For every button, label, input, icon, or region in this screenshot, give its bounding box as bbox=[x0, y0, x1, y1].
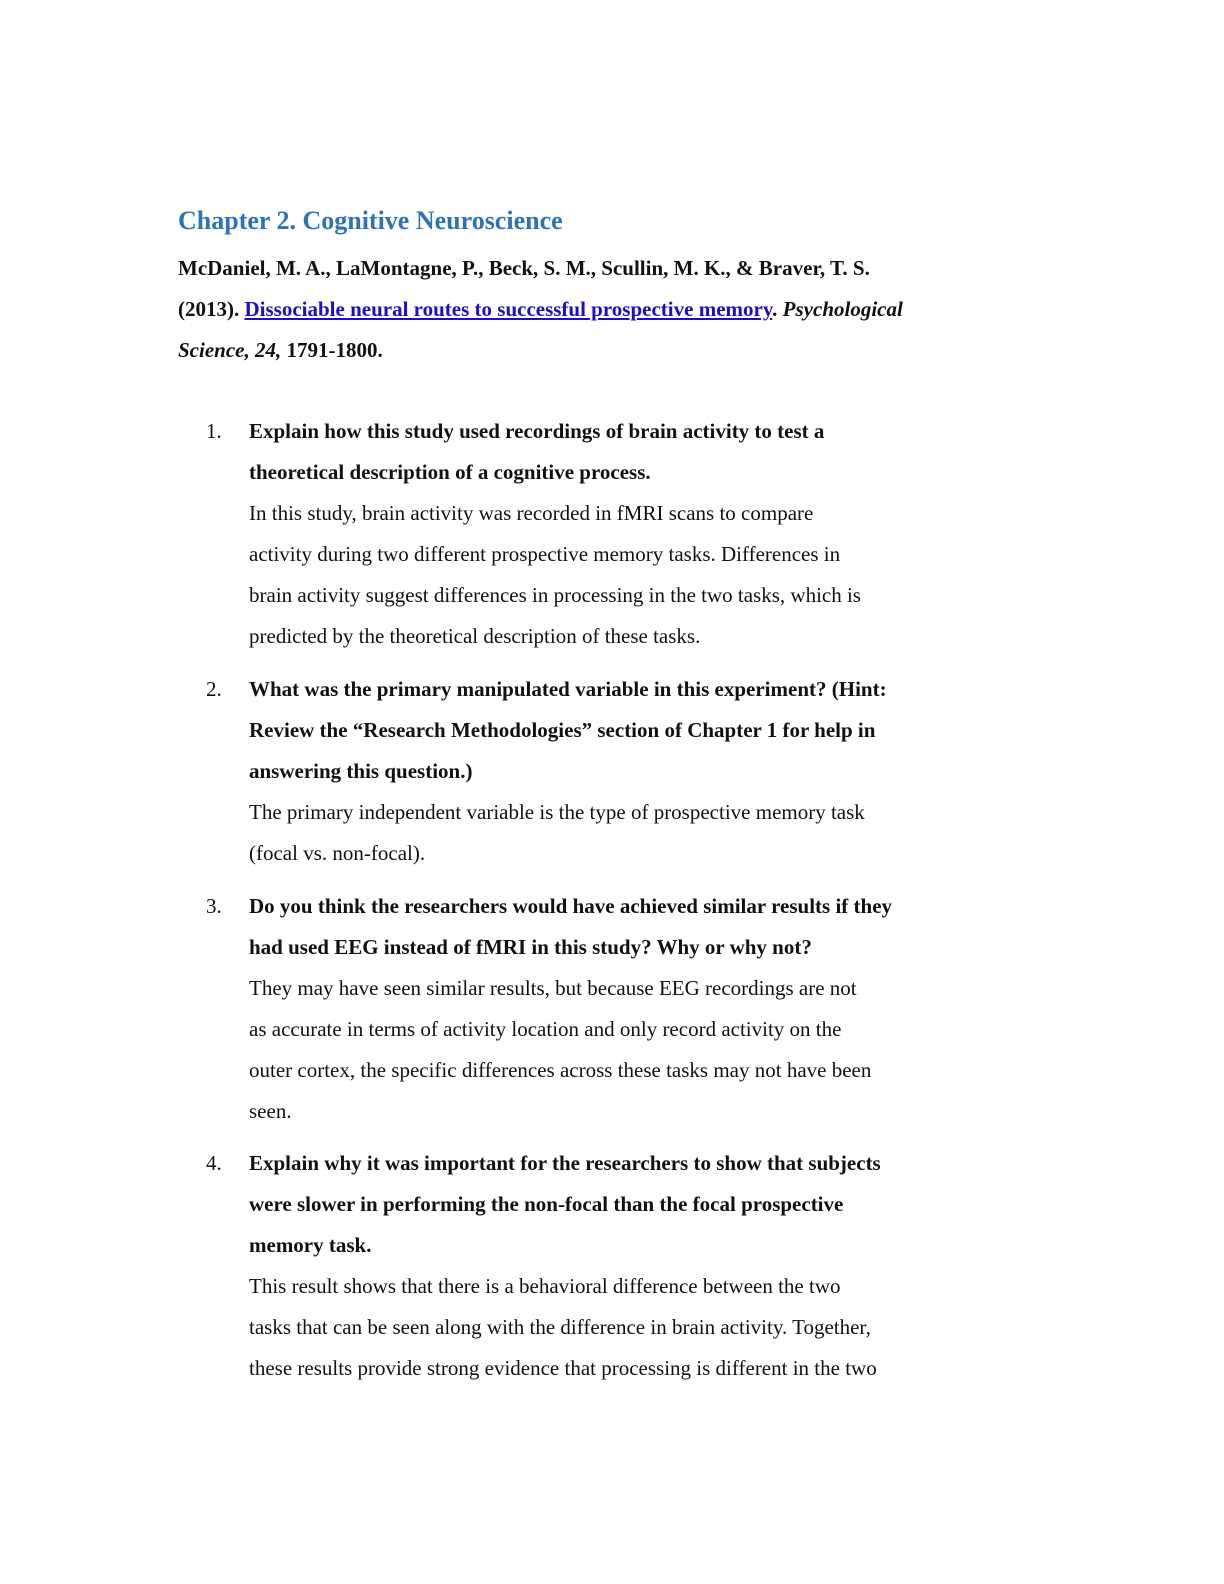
question-text bbox=[249, 886, 1049, 968]
question-line: Explain why it was important for the researchers to show that subjects bbox=[249, 1151, 881, 1175]
answer-text bbox=[249, 792, 1049, 874]
citation-year: (2013). bbox=[178, 297, 240, 321]
answer-line: This result shows that there is a behavioral difference between the two bbox=[249, 1274, 841, 1298]
question-line: answering this question.) bbox=[249, 759, 473, 783]
answer-line: these results provide strong evidence that processing is different in the two bbox=[249, 1356, 877, 1380]
citation-title-period: . bbox=[772, 297, 778, 321]
question-line: had used EEG instead of fMRI in this study? Why or why not? bbox=[249, 935, 812, 959]
answer-line: predicted by the theoretical description of these tasks. bbox=[249, 624, 701, 648]
question-line: Do you think the researchers would have achieved similar results if they bbox=[249, 894, 893, 918]
answer-line: (focal vs. non-focal). bbox=[249, 841, 426, 865]
answer-line: brain activity suggest differences in processing in the two tasks, which is bbox=[249, 583, 861, 607]
citation-journal: Psychological bbox=[782, 297, 903, 321]
question-number: 1. bbox=[206, 419, 222, 443]
question-body bbox=[249, 411, 1049, 657]
question-text bbox=[249, 411, 1049, 493]
citation-pages: 1791-1800. bbox=[286, 338, 383, 362]
citation-authors: McDaniel, M. A., LaMontagne, P., Beck, S. M., Scullin, M. K., & Braver, T. S. bbox=[178, 256, 870, 280]
question-body bbox=[249, 886, 1049, 1132]
answer-text bbox=[249, 493, 1049, 657]
answer-line: activity during two different prospective memory tasks. Differences in bbox=[249, 542, 841, 566]
question-line: theoretical description of a cognitive process. bbox=[249, 460, 651, 484]
question-line: Review the “Research Methodologies” section of Chapter 1 for help in bbox=[249, 718, 876, 742]
answer-line: tasks that can be seen along with the difference in brain activity. Together, bbox=[249, 1315, 871, 1339]
question-text bbox=[249, 1143, 1049, 1266]
answer-line: seen. bbox=[249, 1099, 292, 1123]
chapter-title: Chapter 2. Cognitive Neuroscience bbox=[178, 206, 563, 235]
answer-text bbox=[249, 968, 1049, 1132]
answer-line: The primary independent variable is the type of prospective memory task bbox=[249, 800, 865, 824]
citation-journal-volume: Science, 24, bbox=[178, 338, 282, 362]
question-body bbox=[249, 669, 1049, 874]
question-line: memory task. bbox=[249, 1233, 372, 1257]
answer-text bbox=[249, 1266, 1049, 1389]
question-line: Explain how this study used recordings of brain activity to test a bbox=[249, 419, 825, 443]
question-number: 4. bbox=[206, 1151, 222, 1175]
answer-line: They may have seen similar results, but because EEG recordings are not bbox=[249, 976, 857, 1000]
question-line: were slower in performing the non-focal than the focal prospective bbox=[249, 1192, 844, 1216]
article-title-link[interactable]: Dissociable neural routes to successful prospective memory bbox=[244, 297, 773, 321]
answer-line: as accurate in terms of activity location and only record activity on the bbox=[249, 1017, 842, 1041]
question-number: 3. bbox=[206, 894, 222, 918]
question-body bbox=[249, 1143, 1049, 1389]
answer-line: outer cortex, the specific differences across these tasks may not have been bbox=[249, 1058, 872, 1082]
question-line: What was the primary manipulated variable in this experiment? (Hint: bbox=[249, 677, 887, 701]
answer-line: In this study, brain activity was recorded in fMRI scans to compare bbox=[249, 501, 814, 525]
citation-line-2 bbox=[178, 289, 1058, 330]
citation bbox=[178, 248, 1058, 371]
question-number: 2. bbox=[206, 677, 222, 701]
citation-line-3 bbox=[178, 330, 1058, 371]
question-text bbox=[249, 669, 1049, 792]
